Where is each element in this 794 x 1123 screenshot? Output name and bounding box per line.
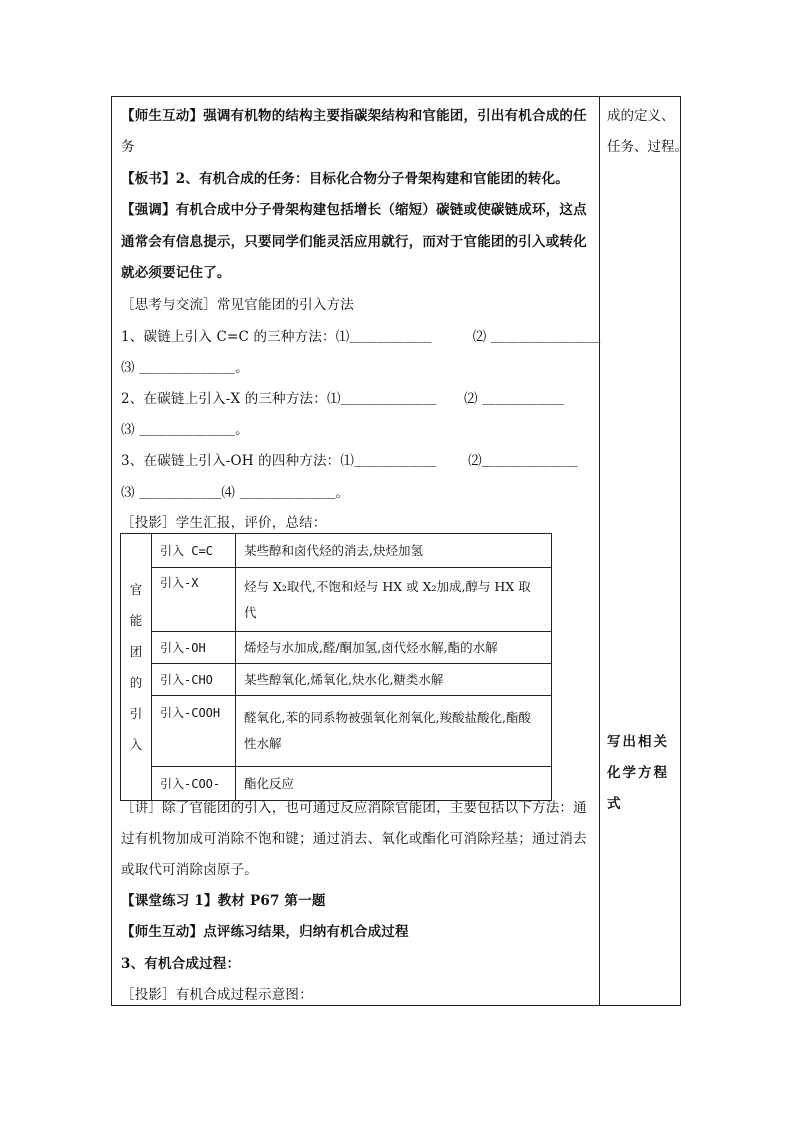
teacher-student-interaction-line: 【师生互动】强调有机物的结构主要指碳架结构和官能团，引出有机合成的任: [121, 108, 587, 124]
lecture-line-3: 或取代可消除卤原子。: [121, 862, 258, 878]
question-1-line-2: ⑶ ＿＿＿＿＿＿＿。: [121, 360, 249, 376]
group-cell: 引入-CHO: [152, 664, 236, 696]
category-char: 官: [129, 582, 143, 597]
side-note-equation: 写出相关: [607, 734, 669, 750]
group-cell: 引入-X: [152, 568, 236, 632]
question-1-line: 1、碳链上引入 C=C 的三种方法：⑴＿＿＿＿＿＿ ⑵ ＿＿＿＿＿＿＿＿: [121, 329, 601, 345]
lecture-line: ［讲］除了官能团的引入，也可通过反应消除官能团，主要包括以下方法：通: [121, 800, 587, 816]
group-cell: 引入 C=C: [152, 534, 236, 568]
functional-group-introduction-table: [120, 533, 552, 801]
blackboard-line: 【板书】2、有机合成的任务：目标化合物分子骨架构建和官能团的转化。: [121, 171, 569, 187]
category-char: 引: [129, 706, 143, 721]
emphasis-line: 【强调】有机合成中分子骨架构建包括增长（缩短）碳链或使碳链成环，这点: [121, 202, 587, 218]
side-note-equation-2: 化学方程: [607, 765, 669, 781]
category-char: 能: [129, 613, 143, 628]
side-note-line-2: 任务、过程。: [607, 139, 688, 155]
table-row: [121, 696, 552, 767]
exercise-review-line: 【师生互动】点评练习结果，归纳有机合成过程: [121, 924, 409, 940]
side-note-line: 成的定义、: [607, 108, 675, 124]
group-cell: 引入-COOH: [152, 696, 236, 767]
table-row: [121, 568, 552, 632]
question-3-line-2: ⑶ ＿＿＿＿＿＿⑷ ＿＿＿＿＿＿＿。: [121, 485, 350, 501]
projection-diagram-line: ［投影］有机合成过程示意图：: [121, 987, 313, 1003]
column-divider: [599, 96, 600, 1006]
method-cell: 某些醇氧化,烯氧化,炔水化,糖类水解: [236, 664, 552, 696]
method-cell: 烯烃与水加成,醛/酮加氢,卤代烃水解,酯的水解: [236, 632, 552, 664]
method-cell: 烃与 X₂取代,不饱和烃与 HX 或 X₂加成,醇与 HX 取代: [236, 568, 552, 632]
category-char: 团: [129, 644, 143, 659]
emphasis-line-2: 通常会有信息提示，只要同学们能灵活应用就行，而对于官能团的引入或转化: [121, 234, 587, 250]
projection-line: ［投影］学生汇报，评价，总结：: [121, 515, 327, 531]
category-cell: [121, 534, 152, 801]
method-cell: 某些醇和卤代烃的消去,炔烃加氢: [236, 534, 552, 568]
text-line: 务: [121, 139, 135, 155]
question-3-line: 3、在碳链上引入-OH 的四种方法：⑴＿＿＿＿＿＿ ⑵＿＿＿＿＿＿＿: [121, 453, 578, 469]
table-row: [121, 664, 552, 696]
lecture-line-2: 过有机物加成可消除不饱和键；通过消去、氧化或酯化可消除羟基；通过消去: [121, 831, 587, 847]
side-note-equation-3: 式: [607, 796, 623, 812]
question-2-line: 2、在碳链上引入-X 的三种方法：⑴＿＿＿＿＿＿＿ ⑵ ＿＿＿＿＿＿: [121, 391, 565, 407]
group-cell: 引入-COO-: [152, 767, 236, 801]
table-row: [121, 632, 552, 664]
group-cell: 引入-OH: [152, 632, 236, 664]
method-cell: 酯化反应: [236, 767, 552, 801]
method-cell: 醛氧化,苯的同系物被强氧化剂氧化,羧酸盐酸化,酯酸性水解: [236, 696, 552, 767]
question-2-line-2: ⑶ ＿＿＿＿＿＿＿。: [121, 422, 249, 438]
table-row: [121, 534, 552, 568]
category-char: 的: [129, 675, 143, 690]
category-char: 入: [129, 737, 143, 752]
think-discuss-heading: ［思考与交流］常见官能团的引入方法: [121, 297, 354, 313]
emphasis-line-3: 就必须要记住了。: [121, 265, 231, 281]
classroom-exercise-line: 【课堂练习 1】教材 P67 第一题: [121, 893, 326, 909]
section-3-heading: 3、有机合成过程：: [121, 956, 241, 972]
